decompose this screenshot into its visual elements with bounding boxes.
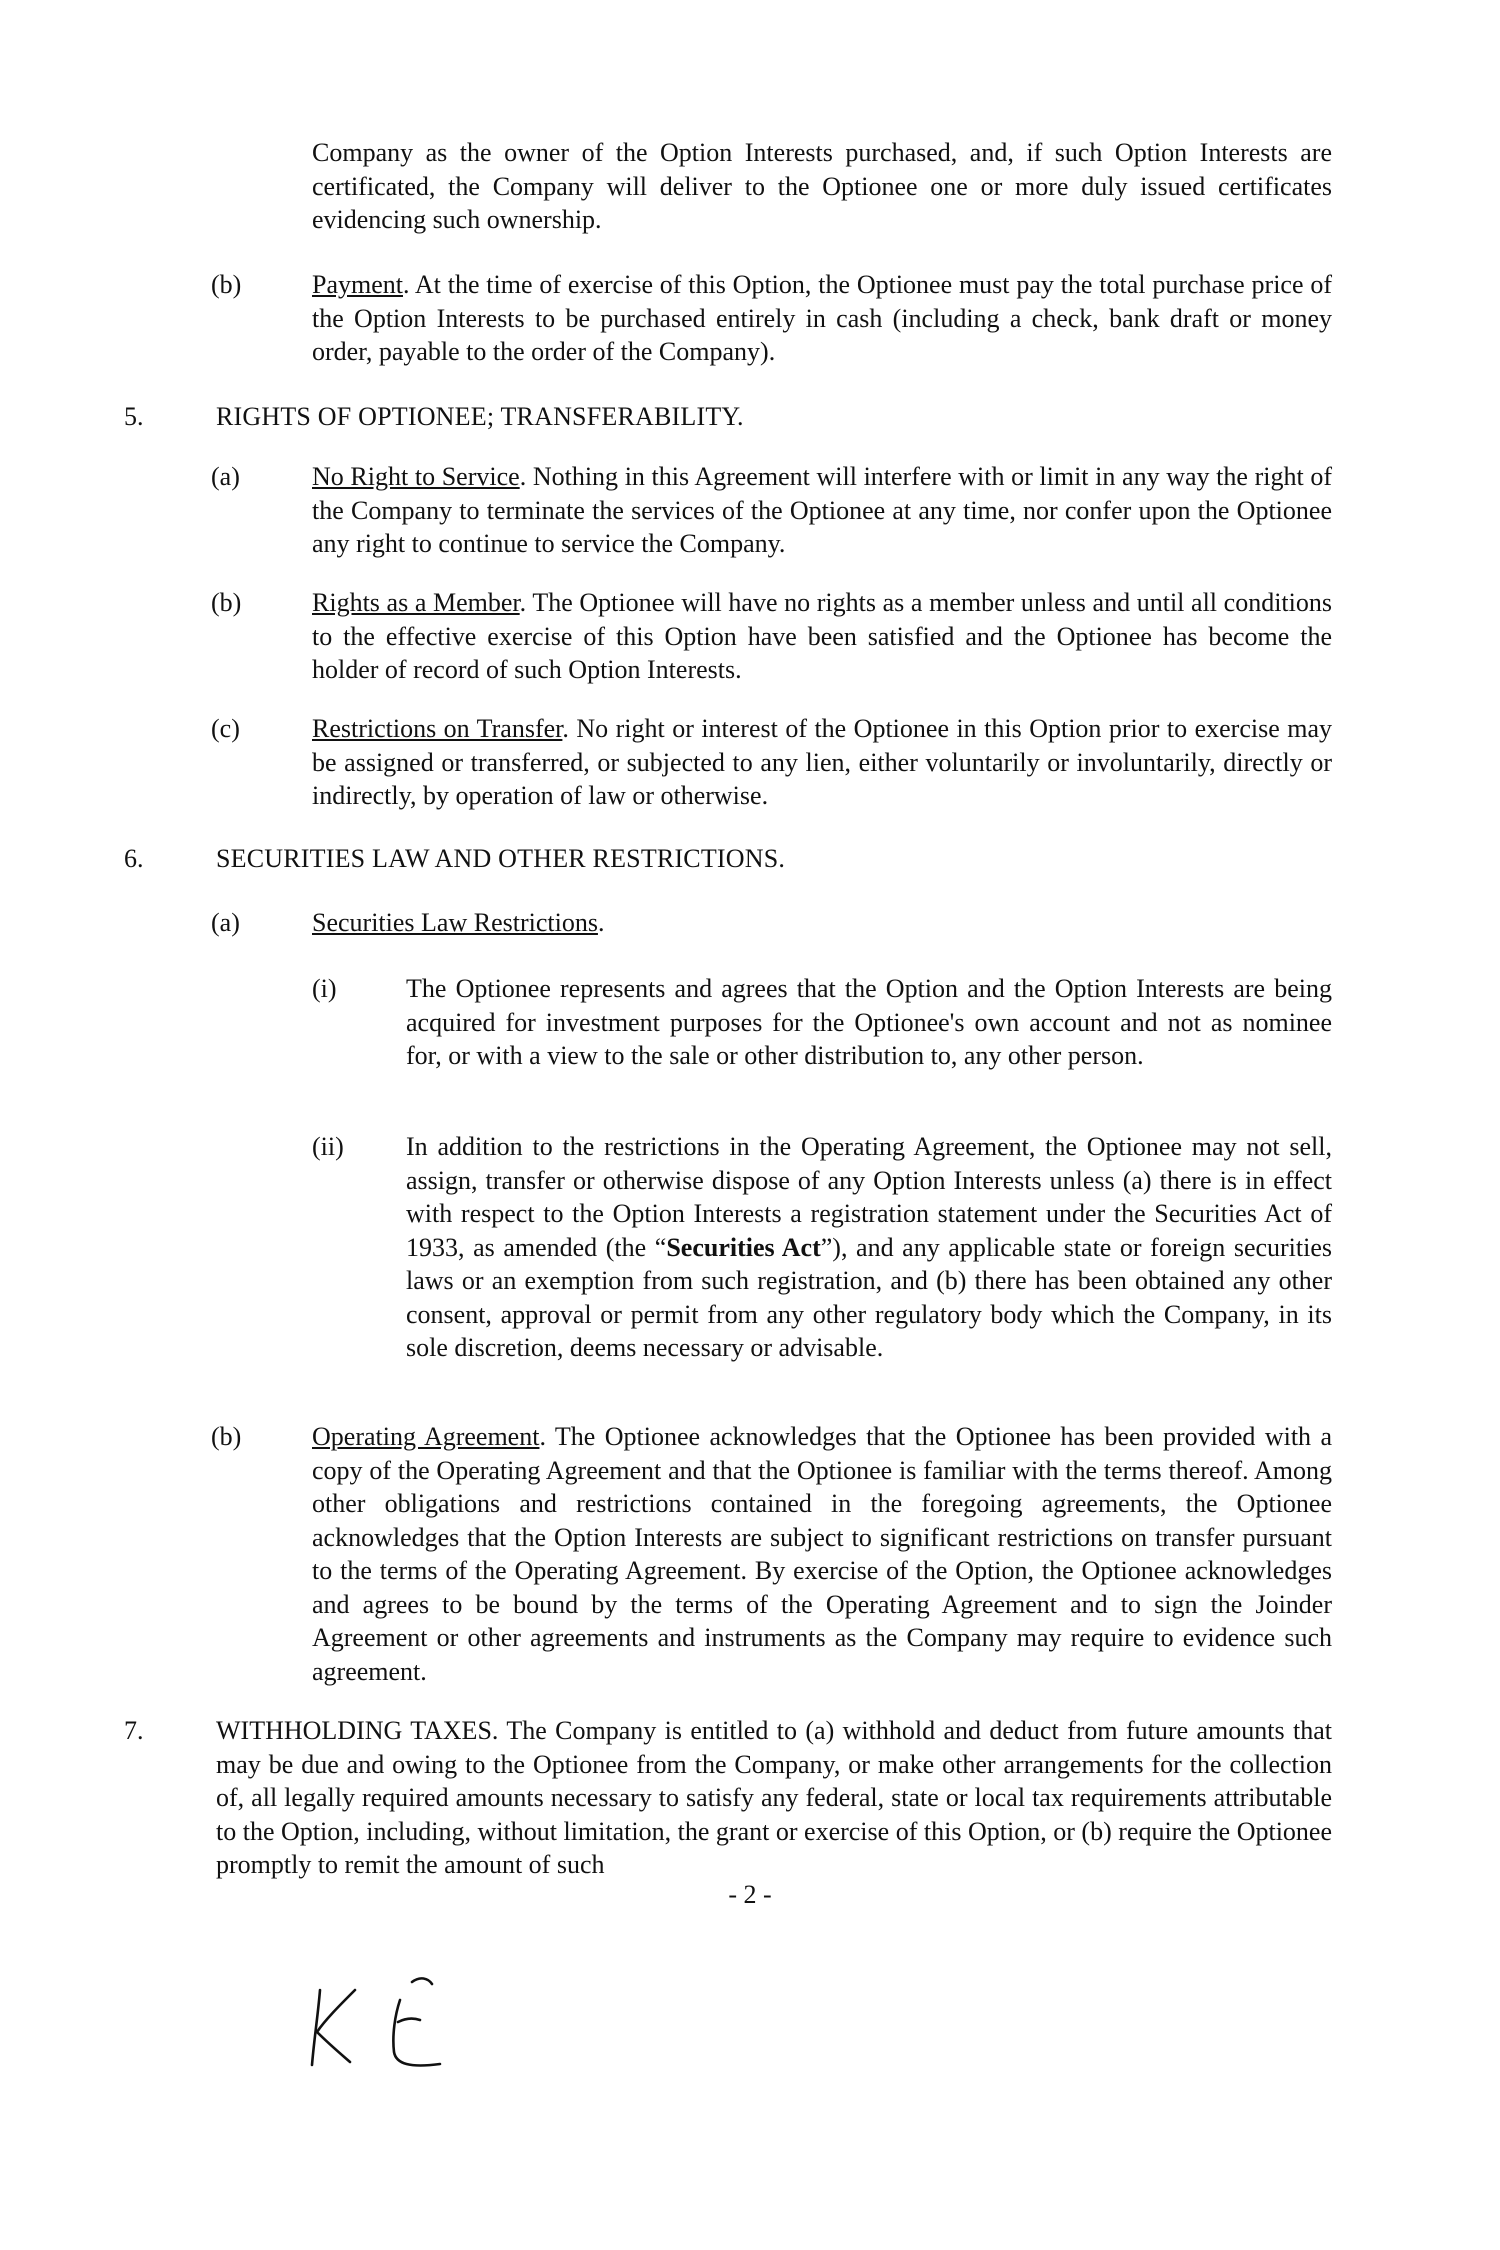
section-4b-paragraph	[312, 268, 1332, 369]
section-7-paragraph: WITHHOLDING TAXES. The Company is entitled to (a) withhold and deduct from future amounts that may be due and owing to the Optionee from the Company, or make other arrangements for the collection of, all legally required amounts necessary to satisfy any federal, state or local tax requirements attributable to the Option, including, without limitation, the grant or exercise of this Option, or (b) require the Optionee promptly to remit the amount of such	[216, 1716, 1332, 1879]
section-6b-paragraph	[312, 1420, 1332, 1688]
page-number: - 2 -	[728, 1880, 772, 1909]
section-5a-text: . Nothing in this Agreement will interfere with or limit in any way the right of the Company to terminate the services of the Optionee at any time, nor confer upon the Optionee any right to continue to service the Company.	[312, 462, 1332, 558]
section-5b-paragraph	[312, 586, 1332, 687]
section-5b-label: (b)	[211, 588, 242, 617]
section-5-number: 5.	[124, 402, 144, 431]
section-6a-ii-label: (ii)	[312, 1132, 344, 1161]
section-7-number: 7.	[124, 1716, 144, 1745]
section-6a-i-label: (i)	[312, 974, 337, 1003]
section-6-heading: SECURITIES LAW AND OTHER RESTRICTIONS.	[216, 844, 786, 873]
section-6b-text: . The Optionee acknowledges that the Optionee has been provided with a copy of the Operating Agreement and that the Optionee is familiar with the terms thereof. Among other obligations and restrictions contained in the foregoing agreements, the Optionee acknowledges that the Option Interests are subject to significant restrictions on transfer pursuant to the terms of the Operating Agreement. By exercise of the Option, the Optionee acknowledges and agrees to be bound by the terms of the Operating Agreement and to sign the Joinder Agreement or other agreements and instruments as the Company may require to evidence such agreement.	[312, 1422, 1333, 1686]
continuation-paragraph: Company as the owner of the Option Interests purchased, and, if such Option Interests are certificated, the Company will deliver to the Optionee one or more duly issued certificates evidencing such ownership.	[312, 138, 1332, 234]
section-6a-ii-paragraph	[406, 1130, 1332, 1365]
section-6b-title: Operating Agreement	[312, 1422, 540, 1451]
handwritten-initials	[300, 1960, 470, 2080]
section-6b-label: (b)	[211, 1422, 242, 1451]
section-5b-text: . The Optionee will have no rights as a member unless and until all conditions to the effective exercise of this Option have been satisfied and the Optionee has become the holder of record of such Option Interests.	[312, 588, 1332, 684]
section-6a-heading	[312, 906, 1332, 940]
section-5a-label: (a)	[211, 462, 240, 491]
section-5c-text: . No right or interest of the Optionee in this Option prior to exercise may be assigned or transferred, or subjected to any lien, either voluntarily or involuntarily, directly or indirectly, by operation of law or otherwise.	[312, 714, 1332, 810]
section-6a-title-end: .	[597, 908, 605, 937]
securities-act-defined-term: Securities Act	[666, 1232, 821, 1262]
section-5c-label: (c)	[211, 714, 240, 743]
section-4b-text: . At the time of exercise of this Option, the Optionee must pay the total purchase price of the Option Interests to be purchased entirely in cash (including a check, bank draft or money order, payable to the order of the Company).	[312, 270, 1332, 366]
section-5c-title: Restrictions on Transfer	[312, 714, 563, 743]
section-5a-paragraph	[312, 460, 1332, 561]
section-6a-ii-text-before: In addition to the restrictions in the Operating Agreement, the Optionee may not sell, assign, transfer or otherwise dispose of any Option Interests unless (a) there is in effect with respect to the Option Interests a registration statement under the Securities Act of 1933, as amended (the “	[406, 1132, 1332, 1262]
section-6-number: 6.	[124, 844, 144, 873]
section-5c-paragraph	[312, 712, 1332, 813]
section-5b-title: Rights as a Member	[312, 588, 520, 617]
section-6a-title: Securities Law Restrictions	[312, 908, 598, 937]
section-4b-title: Payment	[312, 270, 403, 299]
section-6a-i-paragraph: The Optionee represents and agrees that the Option and the Option Interests are being acquired for investment purposes for the Optionee's own account and not as nominee for, or with a view to the sale or other distribution to, any other person.	[406, 974, 1332, 1070]
section-4b-label: (b)	[211, 270, 242, 299]
section-5-heading: RIGHTS OF OPTIONEE; TRANSFERABILITY.	[216, 402, 744, 431]
section-6a-label: (a)	[211, 908, 240, 937]
section-5a-title: No Right to Service	[312, 462, 520, 491]
section-6a-ii-text-after: ”), and any applicable state or foreign securities laws or an exemption from such registration, and (b) there has been obtained any other consent, approval or permit from any other regulatory body which the Company, in its sole discretion, deems necessary or advisable.	[406, 1232, 1333, 1362]
